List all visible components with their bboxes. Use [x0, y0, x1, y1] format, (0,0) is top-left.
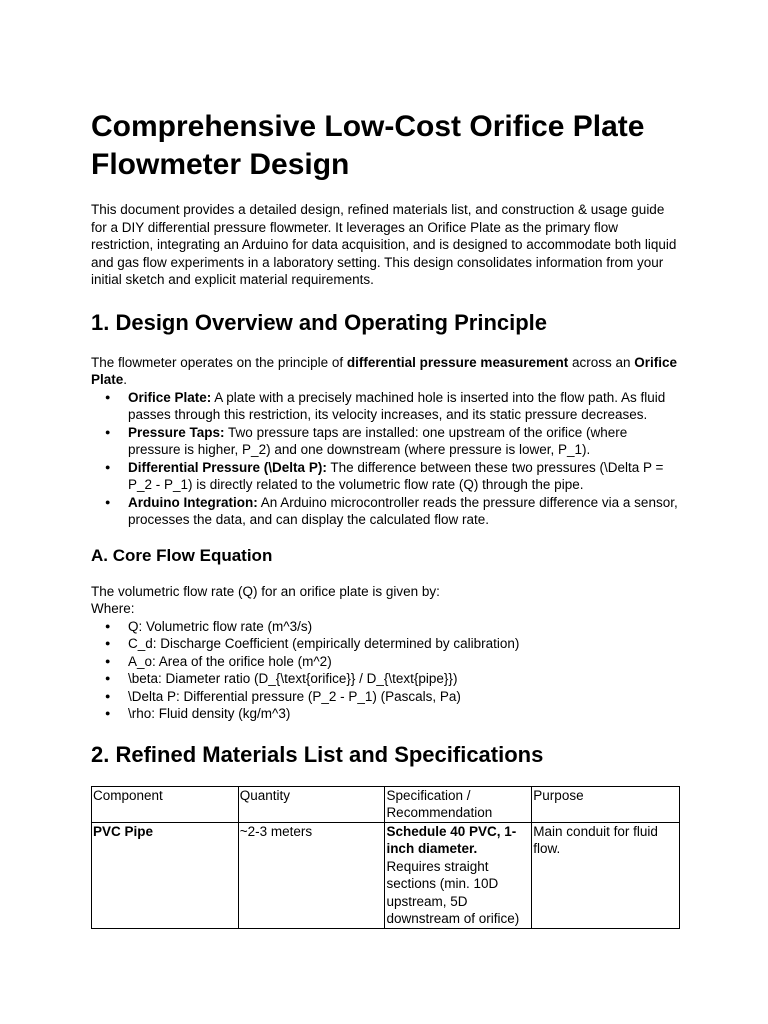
component-name: PVC Pipe	[93, 823, 154, 839]
list-item: ● Q: Volumetric flow rate (m^3/s)	[91, 618, 681, 636]
principle-list	[91, 389, 681, 529]
table-header-cell: Specification / Recommendation	[385, 786, 532, 822]
spec-text: Requires straight sections (min. 10D upstream, 5D downstream of orifice)	[386, 858, 520, 926]
lead-prefix: The flowmeter operates on the principle of	[91, 354, 347, 370]
list-item-term: Arduino Integration:	[128, 494, 258, 510]
list-item: ● \Delta P: Differential pressure (P_2 - P_1) (Pascals, Pa)	[91, 688, 681, 706]
section2-heading: 2. Refined Materials List and Specifications	[91, 741, 544, 767]
table-cell-component	[92, 822, 239, 928]
equation-intro: The volumetric flow rate (Q) for an orifice plate is given by:	[91, 583, 440, 599]
list-item	[91, 494, 681, 529]
table-cell-purpose: Main conduit for fluid flow.	[532, 822, 680, 928]
lead-mid: across an	[568, 354, 635, 370]
table-cell-quantity: ~2-3 meters	[238, 822, 385, 928]
list-item: ● C_d: Discharge Coefficient (empirically determined by calibration)	[91, 635, 681, 653]
intro-paragraph: This document provides a detailed design, refined materials list, and construction & usage guide for a DIY differential pressure flowmeter. It leverages an Orifice Plate as the primary flow restriction, integrating an Arduino for data acquisition, and is designed to accommodate both liquid and gas flow experiments in a laboratory setting. This design consolidates information from your initial sketch and explicit material requirements.	[91, 202, 677, 287]
list-item: ● \rho: Fluid density (kg/m^3)	[91, 705, 681, 723]
list-item	[91, 424, 681, 459]
lead-bold-2: Orifice Plate	[91, 354, 678, 387]
document-title: Comprehensive Low-Cost Orifice Plate Flowmeter Design	[91, 110, 645, 181]
where-label: Where:	[91, 601, 135, 616]
lead-suffix: .	[123, 372, 128, 387]
variable-list	[91, 618, 681, 723]
document-page	[91, 108, 681, 929]
lead-bold-1: differential pressure measurement	[346, 354, 569, 370]
table-header-cell: Purpose	[532, 786, 680, 822]
list-item	[91, 459, 681, 494]
section1-heading: 1. Design Overview and Operating Principle	[91, 309, 548, 335]
list-item-term: Differential Pressure (\Delta P):	[128, 459, 327, 475]
list-item-term: Orifice Plate:	[128, 389, 212, 405]
spec-bold: Schedule 40 PVC, 1-inch diameter.	[386, 823, 517, 856]
table-cell-spec	[385, 822, 532, 928]
table-header-cell: Component	[92, 786, 239, 822]
table-header-cell: Quantity	[238, 786, 385, 822]
list-item-text: An Arduino microcontroller reads the pressure difference via a sensor, processes the data, and can display the calculated flow rate.	[128, 494, 678, 527]
section1-lead	[91, 354, 681, 389]
list-item: ● A_o: Area of the orifice hole (m^2)	[91, 653, 681, 671]
list-item-text: Two pressure taps are installed: one upstream of the orifice (where pressure is higher, P_2) and one downstream (where pressure is lower, P_1).	[128, 424, 628, 457]
list-item	[91, 389, 681, 424]
materials-table	[91, 786, 680, 929]
list-item-text: A plate with a precisely machined hole is inserted into the flow path. As fluid passes through this restriction, its velocity increases, and its static pressure decreases.	[128, 389, 666, 422]
table-header-row	[92, 786, 680, 822]
table-row	[92, 822, 680, 928]
list-item-text: The difference between these two pressures (\Delta P = P_2 - P_1) is directly related to the volumetric flow rate (Q) through the pipe.	[128, 459, 664, 492]
sectionA-heading: A. Core Flow Equation	[91, 545, 273, 565]
list-item: ● \beta: Diameter ratio (D_{\text{orifice}} / D_{\text{pipe}})	[91, 670, 681, 688]
list-item-term: Pressure Taps:	[128, 424, 225, 440]
